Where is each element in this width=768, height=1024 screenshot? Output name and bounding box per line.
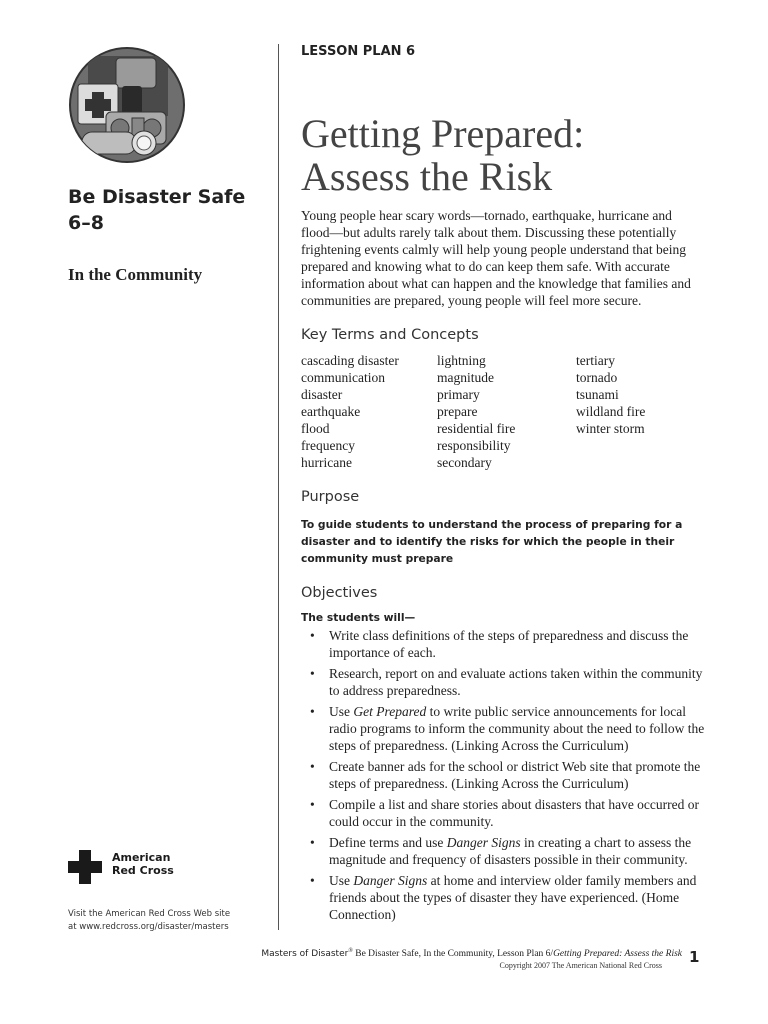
key-term: flood bbox=[301, 421, 330, 436]
title-line2: Assess the Risk bbox=[301, 154, 553, 199]
key-term: tornado bbox=[576, 370, 618, 385]
bullet: • bbox=[310, 835, 315, 850]
key-term: wildland fire bbox=[576, 404, 646, 419]
visit-note bbox=[68, 908, 230, 934]
page-number: 1 bbox=[689, 948, 700, 966]
key-term: winter storm bbox=[576, 421, 645, 436]
key-term: lightning bbox=[437, 353, 486, 368]
grade-range: 6–8 bbox=[68, 212, 104, 234]
logo-text bbox=[112, 851, 174, 877]
purpose-text: To guide students to understand the process of preparing for a disaster and to identify the risks for which the people in their community must prepare bbox=[301, 518, 683, 565]
objective-italic-title: Danger Signs bbox=[446, 835, 521, 850]
series-title bbox=[68, 184, 245, 236]
intro-paragraph: Young people hear scary words—tornado, earthquake, hurricane and flood—but adults rarely talk about them. Discussing these potentially frightening events calmly will help young people understand that being prepared and knowing what to do can keep them safe. With accurate information about what can happen and the knowledge that families and communities are prepared, young people will feel more secure. bbox=[301, 208, 691, 308]
footer-series: Masters of Disaster bbox=[261, 949, 349, 960]
key-terms-heading: Key Terms and Concepts bbox=[301, 327, 479, 343]
visit-line2: at www.redcross.org/disaster/masters bbox=[68, 922, 229, 932]
key-term: magnitude bbox=[437, 370, 494, 385]
key-term: prepare bbox=[437, 404, 478, 419]
footer-text: Be Disaster Safe, In the Community, Lesson Plan 6/ bbox=[352, 949, 554, 960]
terms-column-1 bbox=[301, 352, 399, 471]
red-cross-icon bbox=[68, 850, 102, 884]
objective-text: Create banner ads for the school or district Web site that promote the steps of preparedness. (Linking Across the Curriculum) bbox=[329, 759, 701, 791]
series-title-line1: Be Disaster Safe bbox=[68, 186, 246, 208]
key-term: tertiary bbox=[576, 353, 615, 368]
key-term: responsibility bbox=[437, 438, 511, 453]
objective-text: Define terms and use bbox=[329, 835, 447, 850]
page-title bbox=[301, 112, 584, 198]
objective-text: Use bbox=[329, 873, 354, 888]
terms-column-3 bbox=[576, 352, 645, 437]
key-term: earthquake bbox=[301, 404, 361, 419]
key-term: tsunami bbox=[576, 387, 619, 402]
key-term: secondary bbox=[437, 455, 492, 470]
objective-text: at home and interview older family members and friends about the types of disaster they have experienced. (Home Connection) bbox=[329, 873, 697, 922]
objectives-lead: The students will— bbox=[301, 611, 416, 624]
bullet: • bbox=[310, 628, 315, 643]
footer-citation bbox=[222, 948, 682, 959]
lesson-plan-label: LESSON PLAN 6 bbox=[301, 44, 416, 59]
footer-lesson-title: Getting Prepared: Assess the Risk bbox=[553, 949, 682, 960]
bullet: • bbox=[310, 873, 315, 888]
objective-text: Research, report on and evaluate actions taken within the community to address preparedness. bbox=[329, 666, 703, 698]
objective-text: Compile a list and share stories about disasters that have occurred or could occur in the community. bbox=[329, 797, 700, 829]
objective-text: in creating a chart to assess the magnitude and frequency of disasters possible in their community. bbox=[329, 835, 692, 867]
objective-item bbox=[307, 703, 707, 754]
key-term: frequency bbox=[301, 438, 355, 453]
key-term: primary bbox=[437, 387, 480, 402]
column-divider bbox=[278, 44, 279, 930]
objective-item bbox=[307, 834, 707, 868]
bullet: • bbox=[310, 704, 315, 719]
terms-column-2 bbox=[437, 352, 515, 471]
purpose-heading: Purpose bbox=[301, 489, 360, 505]
setting-label: In the Community bbox=[68, 265, 203, 284]
objective-item bbox=[307, 665, 707, 699]
key-term: residential fire bbox=[437, 421, 516, 436]
title-line1: Getting Prepared: bbox=[301, 111, 585, 156]
objective-text: to write public service announcements for local radio programs to inform the community about the need to follow the steps of preparedness. (Linking Across the Curriculum) bbox=[329, 704, 705, 753]
bullet: • bbox=[310, 759, 315, 774]
key-term: disaster bbox=[301, 387, 343, 402]
registered-mark: ® bbox=[348, 948, 353, 954]
objective-item bbox=[307, 872, 707, 923]
disaster-kit-illustration bbox=[68, 46, 186, 164]
objective-text: Use bbox=[329, 704, 354, 719]
visit-line1: Visit the American Red Cross Web site bbox=[68, 909, 231, 919]
logo-line2: Red Cross bbox=[112, 864, 174, 877]
objective-italic-title: Get Prepared bbox=[353, 704, 427, 719]
american-red-cross-logo bbox=[68, 850, 218, 886]
key-term: hurricane bbox=[301, 455, 352, 470]
objective-italic-title: Danger Signs bbox=[353, 873, 428, 888]
bullet: • bbox=[310, 797, 315, 812]
objectives-list bbox=[307, 627, 707, 927]
objective-item bbox=[307, 796, 707, 830]
objective-item bbox=[307, 758, 707, 792]
objective-text: Write class definitions of the steps of preparedness and discuss the importance of each. bbox=[329, 628, 689, 660]
key-term: communication bbox=[301, 370, 385, 385]
copyright: Copyright 2007 The American National Red Cross bbox=[499, 961, 662, 970]
objectives-heading: Objectives bbox=[301, 585, 378, 601]
key-term: cascading disaster bbox=[301, 353, 399, 368]
bullet: • bbox=[310, 666, 315, 681]
logo-line1: American bbox=[112, 851, 171, 864]
objective-item bbox=[307, 627, 707, 661]
